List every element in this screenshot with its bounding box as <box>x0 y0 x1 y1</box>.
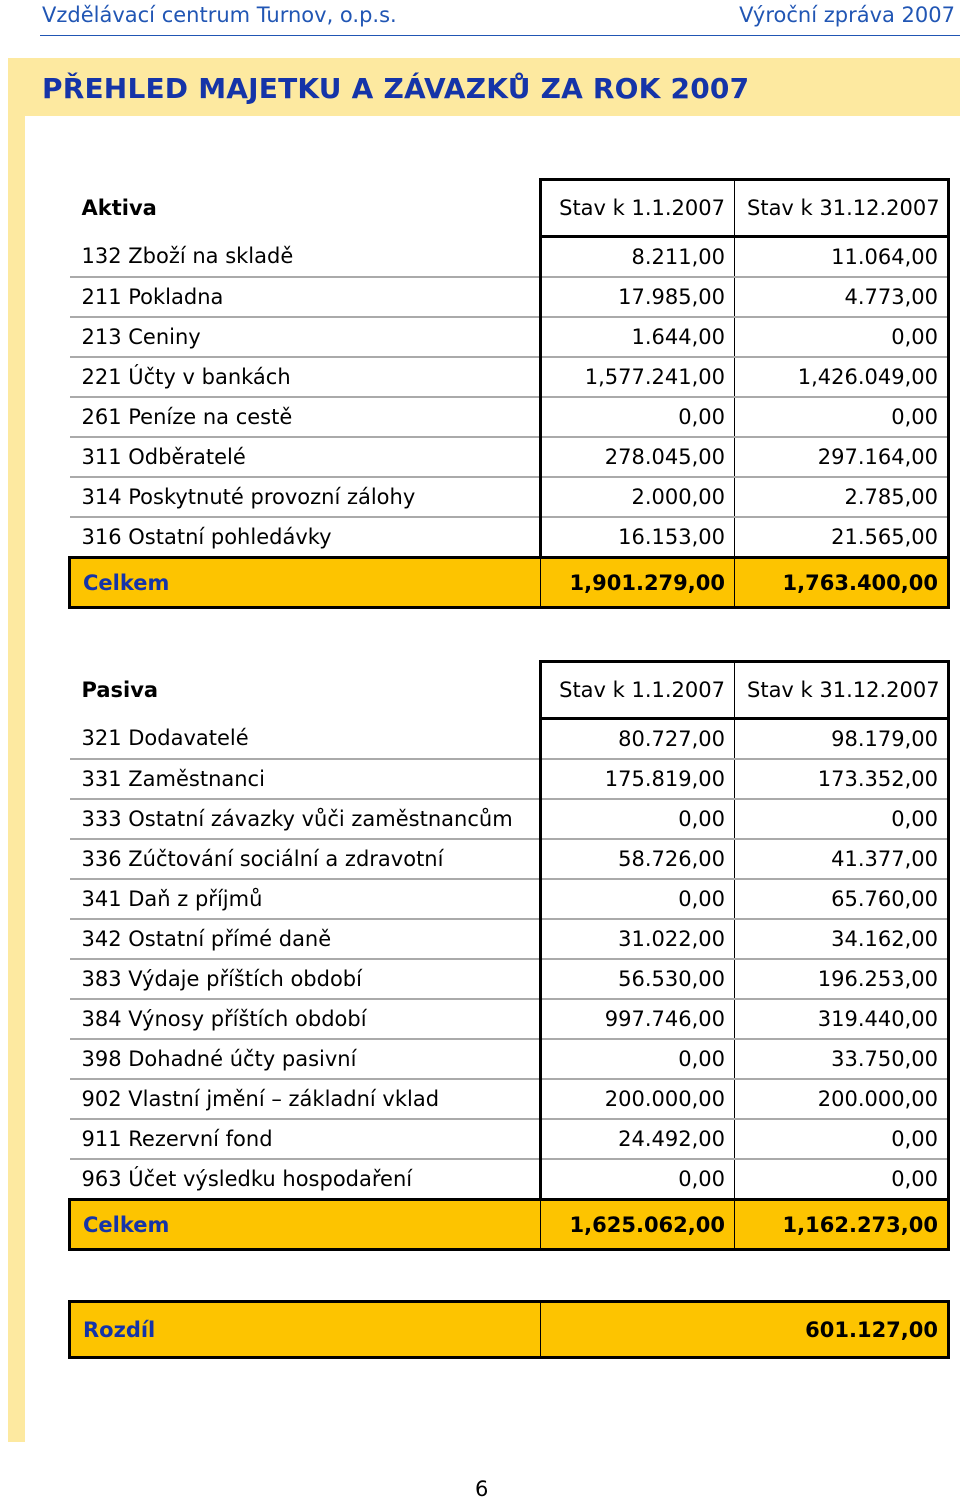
row-value-end: 33.750,00 <box>735 1039 949 1079</box>
row-value-start: 56.530,00 <box>541 959 735 999</box>
row-value-end: 2.785,00 <box>735 477 949 517</box>
rozdil-label: Rozdíl <box>70 1302 541 1358</box>
row-label: 963 Účet výsledku hospodaření <box>70 1159 541 1200</box>
table-row <box>70 317 949 357</box>
pasiva-table <box>68 660 950 1251</box>
row-value-start: 16.153,00 <box>541 517 735 558</box>
row-label: 383 Výdaje příštích období <box>70 959 541 999</box>
row-value-end: 200.000,00 <box>735 1079 949 1119</box>
row-value-start: 1.644,00 <box>541 317 735 357</box>
pasiva-col-end: Stav k 31.12.2007 <box>735 662 949 719</box>
row-value-start: 175.819,00 <box>541 759 735 799</box>
aktiva-table <box>68 178 950 609</box>
row-value-start: 278.045,00 <box>541 437 735 477</box>
row-value-end: 173.352,00 <box>735 759 949 799</box>
row-value-start: 8.211,00 <box>541 237 735 278</box>
row-label: 311 Odběratelé <box>70 437 541 477</box>
table-row <box>70 719 949 760</box>
rozdil-row <box>70 1302 949 1358</box>
row-label: 341 Daň z příjmů <box>70 879 541 919</box>
row-value-end: 41.377,00 <box>735 839 949 879</box>
row-value-end: 196.253,00 <box>735 959 949 999</box>
row-value-start: 0,00 <box>541 799 735 839</box>
row-label: 333 Ostatní závazky vůči zaměstnancům <box>70 799 541 839</box>
page-number: 6 <box>475 1477 489 1501</box>
table-row <box>70 759 949 799</box>
aktiva-col-start: Stav k 1.1.2007 <box>541 180 735 237</box>
row-label: 221 Účty v bankách <box>70 357 541 397</box>
table-row <box>70 919 949 959</box>
row-value-end: 0,00 <box>735 317 949 357</box>
row-label: 211 Pokladna <box>70 277 541 317</box>
table-row <box>70 1079 949 1119</box>
table-row <box>70 879 949 919</box>
row-label: 132 Zboží na skladě <box>70 237 541 278</box>
table-row <box>70 397 949 437</box>
pasiva-heading: Pasiva <box>81 678 159 702</box>
row-label: 911 Rezervní fond <box>70 1119 541 1159</box>
table-row <box>70 799 949 839</box>
row-value-start: 2.000,00 <box>541 477 735 517</box>
page-title: PŘEHLED MAJETKU A ZÁVAZKŮ ZA ROK 2007 <box>42 72 750 105</box>
row-value-start: 0,00 <box>541 1039 735 1079</box>
pasiva-total-row <box>70 1200 949 1250</box>
row-label: 384 Výnosy příštích období <box>70 999 541 1039</box>
table-row <box>70 237 949 278</box>
row-value-end: 11.064,00 <box>735 237 949 278</box>
aktiva-col-end: Stav k 31.12.2007 <box>735 180 949 237</box>
total-value-end: 1,162.273,00 <box>735 1200 949 1250</box>
row-label: 213 Ceniny <box>70 317 541 357</box>
row-value-end: 4.773,00 <box>735 277 949 317</box>
row-label: 342 Ostatní přímé daně <box>70 919 541 959</box>
table-row <box>70 357 949 397</box>
row-label: 902 Vlastní jmění – základní vklad <box>70 1079 541 1119</box>
row-value-start: 24.492,00 <box>541 1119 735 1159</box>
row-value-start: 997.746,00 <box>541 999 735 1039</box>
total-label: Celkem <box>70 558 541 608</box>
row-value-start: 31.022,00 <box>541 919 735 959</box>
total-value-start: 1,901.279,00 <box>541 558 735 608</box>
row-value-end: 34.162,00 <box>735 919 949 959</box>
table-row <box>70 999 949 1039</box>
table-row <box>70 1159 949 1200</box>
row-label: 261 Peníze na cestě <box>70 397 541 437</box>
aktiva-heading: Aktiva <box>81 196 157 220</box>
row-value-end: 65.760,00 <box>735 879 949 919</box>
pasiva-header-row <box>70 662 949 719</box>
table-row <box>70 437 949 477</box>
table-row <box>70 1039 949 1079</box>
aktiva-header-row <box>70 180 949 237</box>
row-value-end: 1,426.049,00 <box>735 357 949 397</box>
row-value-end: 0,00 <box>735 1159 949 1200</box>
total-value-end: 1,763.400,00 <box>735 558 949 608</box>
row-value-start: 0,00 <box>541 879 735 919</box>
header-report-name: Výroční zpráva 2007 <box>739 3 955 27</box>
table-row <box>70 959 949 999</box>
row-label: 314 Poskytnuté provozní zálohy <box>70 477 541 517</box>
row-label: 316 Ostatní pohledávky <box>70 517 541 558</box>
row-value-start: 1,577.241,00 <box>541 357 735 397</box>
table-row <box>70 839 949 879</box>
row-value-end: 0,00 <box>735 397 949 437</box>
header-divider <box>40 35 960 36</box>
decorative-side-bar <box>8 58 25 1442</box>
table-row <box>70 1119 949 1159</box>
header-organization: Vzdělávací centrum Turnov, o.p.s. <box>42 3 397 27</box>
row-value-start: 58.726,00 <box>541 839 735 879</box>
table-row <box>70 277 949 317</box>
table-row <box>70 477 949 517</box>
row-value-end: 21.565,00 <box>735 517 949 558</box>
row-value-end: 98.179,00 <box>735 719 949 760</box>
rozdil-table <box>68 1300 950 1359</box>
row-value-start: 80.727,00 <box>541 719 735 760</box>
row-value-start: 200.000,00 <box>541 1079 735 1119</box>
row-value-end: 0,00 <box>735 799 949 839</box>
row-label: 398 Dohadné účty pasivní <box>70 1039 541 1079</box>
row-label: 336 Zúčtování sociální a zdravotní <box>70 839 541 879</box>
row-label: 321 Dodavatelé <box>70 719 541 760</box>
row-value-end: 0,00 <box>735 1119 949 1159</box>
row-value-start: 17.985,00 <box>541 277 735 317</box>
row-value-end: 297.164,00 <box>735 437 949 477</box>
pasiva-col-start: Stav k 1.1.2007 <box>541 662 735 719</box>
row-value-start: 0,00 <box>541 1159 735 1200</box>
table-row <box>70 517 949 558</box>
row-value-end: 319.440,00 <box>735 999 949 1039</box>
row-label: 331 Zaměstnanci <box>70 759 541 799</box>
total-label: Celkem <box>70 1200 541 1250</box>
rozdil-value: 601.127,00 <box>735 1302 949 1358</box>
total-value-start: 1,625.062,00 <box>541 1200 735 1250</box>
row-value-start: 0,00 <box>541 397 735 437</box>
aktiva-total-row <box>70 558 949 608</box>
